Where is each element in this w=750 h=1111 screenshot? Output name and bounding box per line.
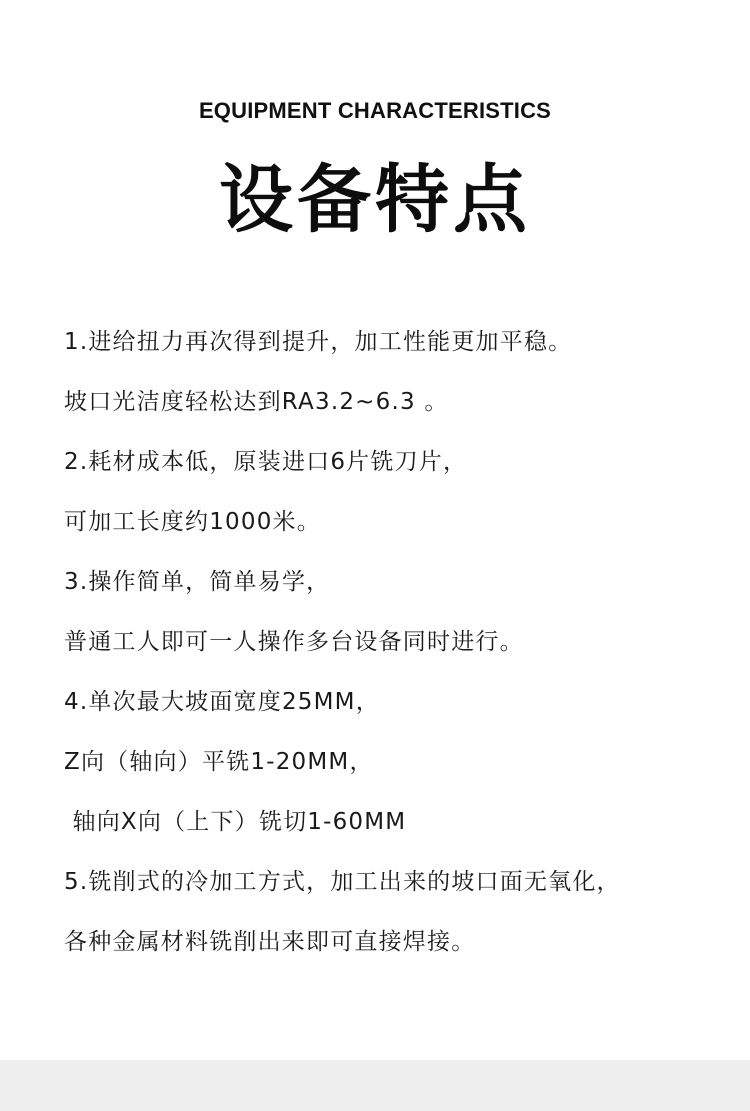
footer-band	[0, 1060, 750, 1111]
feature-line: 1.进给扭力再次得到提升，加工性能更加平稳。	[64, 329, 573, 355]
feature-line: 坡口光洁度轻松达到RA3.2~6.3 。	[64, 389, 449, 415]
feature-line: 可加工长度约1000米。	[64, 509, 321, 535]
feature-line: 3.操作简单，简单易学，	[64, 569, 331, 595]
feature-line: 轴向X向（上下）铣切1-60MM	[64, 809, 407, 835]
feature-line: Z向（轴向）平铣1-20MM，	[64, 749, 374, 775]
feature-line: 普通工人即可一人操作多台设备同时进行。	[64, 629, 524, 655]
feature-line: 2.耗材成本低，原装进口6片铣刀片，	[64, 449, 468, 475]
feature-list	[64, 322, 734, 982]
feature-line: 5.铣削式的冷加工方式，加工出来的坡口面无氧化，	[64, 869, 621, 895]
feature-line: 各种金属材料铣削出来即可直接焊接。	[64, 929, 476, 955]
section-subtitle-en: EQUIPMENT CHARACTERISTICS	[198, 98, 552, 123]
feature-line: 4.单次最大坡面宽度25MM，	[64, 689, 380, 715]
section-title: 设备特点	[219, 157, 531, 243]
